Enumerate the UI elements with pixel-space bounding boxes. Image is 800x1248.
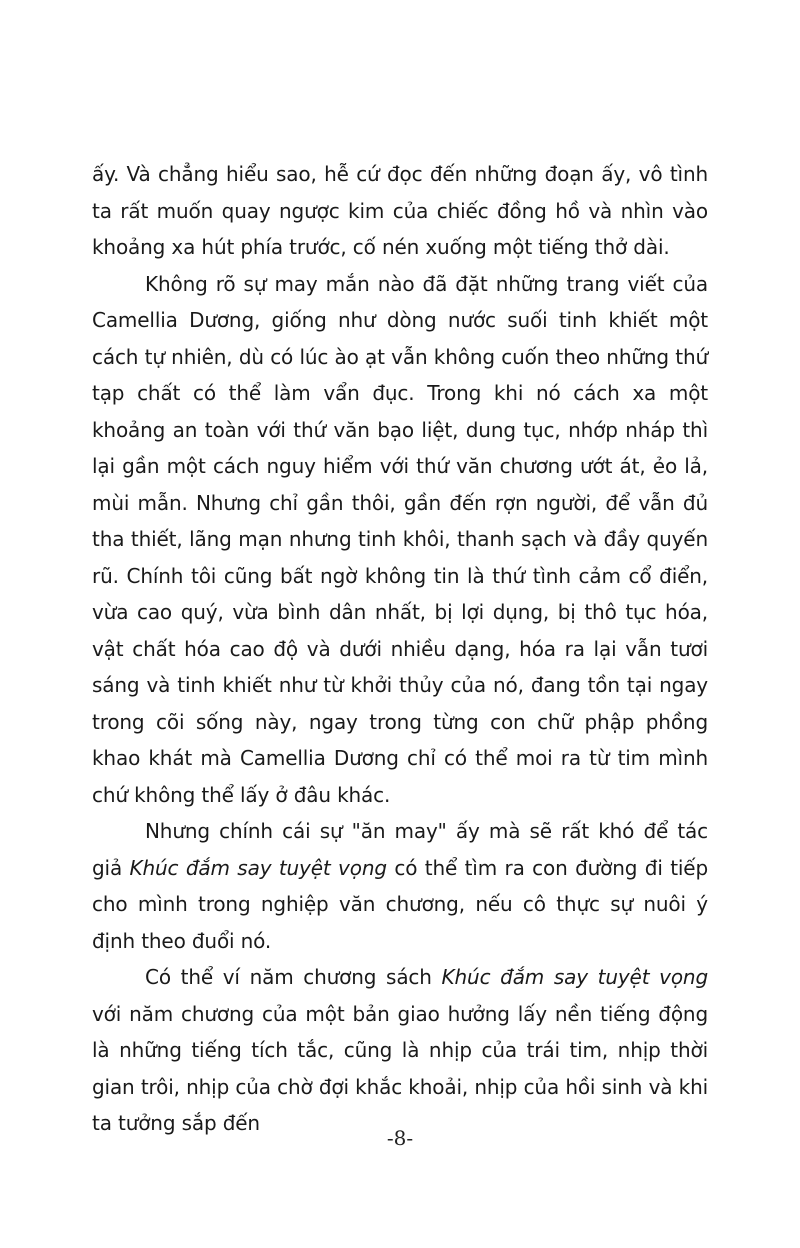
- paragraph-3: [92, 813, 708, 959]
- paragraph-1-text: ấy. Và chẳng hiểu sao, hễ cứ đọc đến những đoạn ấy, vô tình ta rất muốn quay ngược kim của chiếc đồng hồ và nhìn vào khoảng xa hút phía trước, cố nén xuống một tiếng thở dài.: [92, 162, 708, 259]
- body-text: [92, 156, 708, 1142]
- book-title-italic: Khúc đắm say tuyệt vọng: [441, 965, 708, 989]
- paragraph-3-text-a: Nhưng chính cái sự "ăn may" ấy mà sẽ rất khó để tác giả: [92, 819, 708, 880]
- paragraph-2: [92, 266, 708, 814]
- book-title-italic: Khúc đắm say tuyệt vọng: [129, 855, 387, 880]
- paragraph-1: [92, 156, 708, 266]
- page-number: -8-: [386, 1126, 414, 1150]
- paragraph-2-text: Không rõ sự may mắn nào đã đặt những trang viết của Camellia Dương, giống như dòng nước suối tinh khiết một cách tự nhiên, dù có lúc ào ạt vẫn không cuốn theo những thứ tạp chất có thể làm vẩn đục. Trong khi nó cách xa một khoảng an toàn với thứ văn bạo liệt, dung tục, nhớp nháp thì lại gần một cách nguy hiểm với thứ văn chương ướt át, ẻo lả, mùi mẫn. Nhưng chỉ gần thôi, gần đến rợn người, để vẫn đủ tha thiết, lãng mạn nhưng tinh khôi, thanh sạch và đầy quyến rũ. Chính tôi cũng bất ngờ không tin là thứ tình cảm cổ điển, vừa cao quý, vừa bình dân nhất, bị lợi dụng, bị thô tục hóa, vật chất hóa cao độ và dưới nhiều dạng, hóa ra lại vẫn tươi sáng và tinh khiết như từ khởi thủy của nó, đang tồn tại ngay trong cõi sống này, ngay trong từng con chữ phập phồng khao khát mà Camellia Dương chỉ có thể moi ra từ tim mình chứ không thể lấy ở đâu khác.: [92, 271, 708, 807]
- paragraph-3-text-b: có thể tìm ra con đường đi tiếp cho mình trong nghiệp văn chương, nếu cô thực sự nuôi ý định theo đuổi nó.: [92, 855, 708, 953]
- paragraph-4: [92, 959, 708, 1142]
- paragraph-4-text-b: với năm chương của một bản giao hưởng lấy nền tiếng động là những tiếng tích tắc, cũng là nhịp của trái tim, nhịp thời gian trôi, nhịp của chờ đợi khắc khoải, nhịp của hồi sinh và khi ta tưởng sắp đến: [92, 1001, 708, 1135]
- paragraph-4-text-a: Có thể ví năm chương sách: [145, 965, 442, 989]
